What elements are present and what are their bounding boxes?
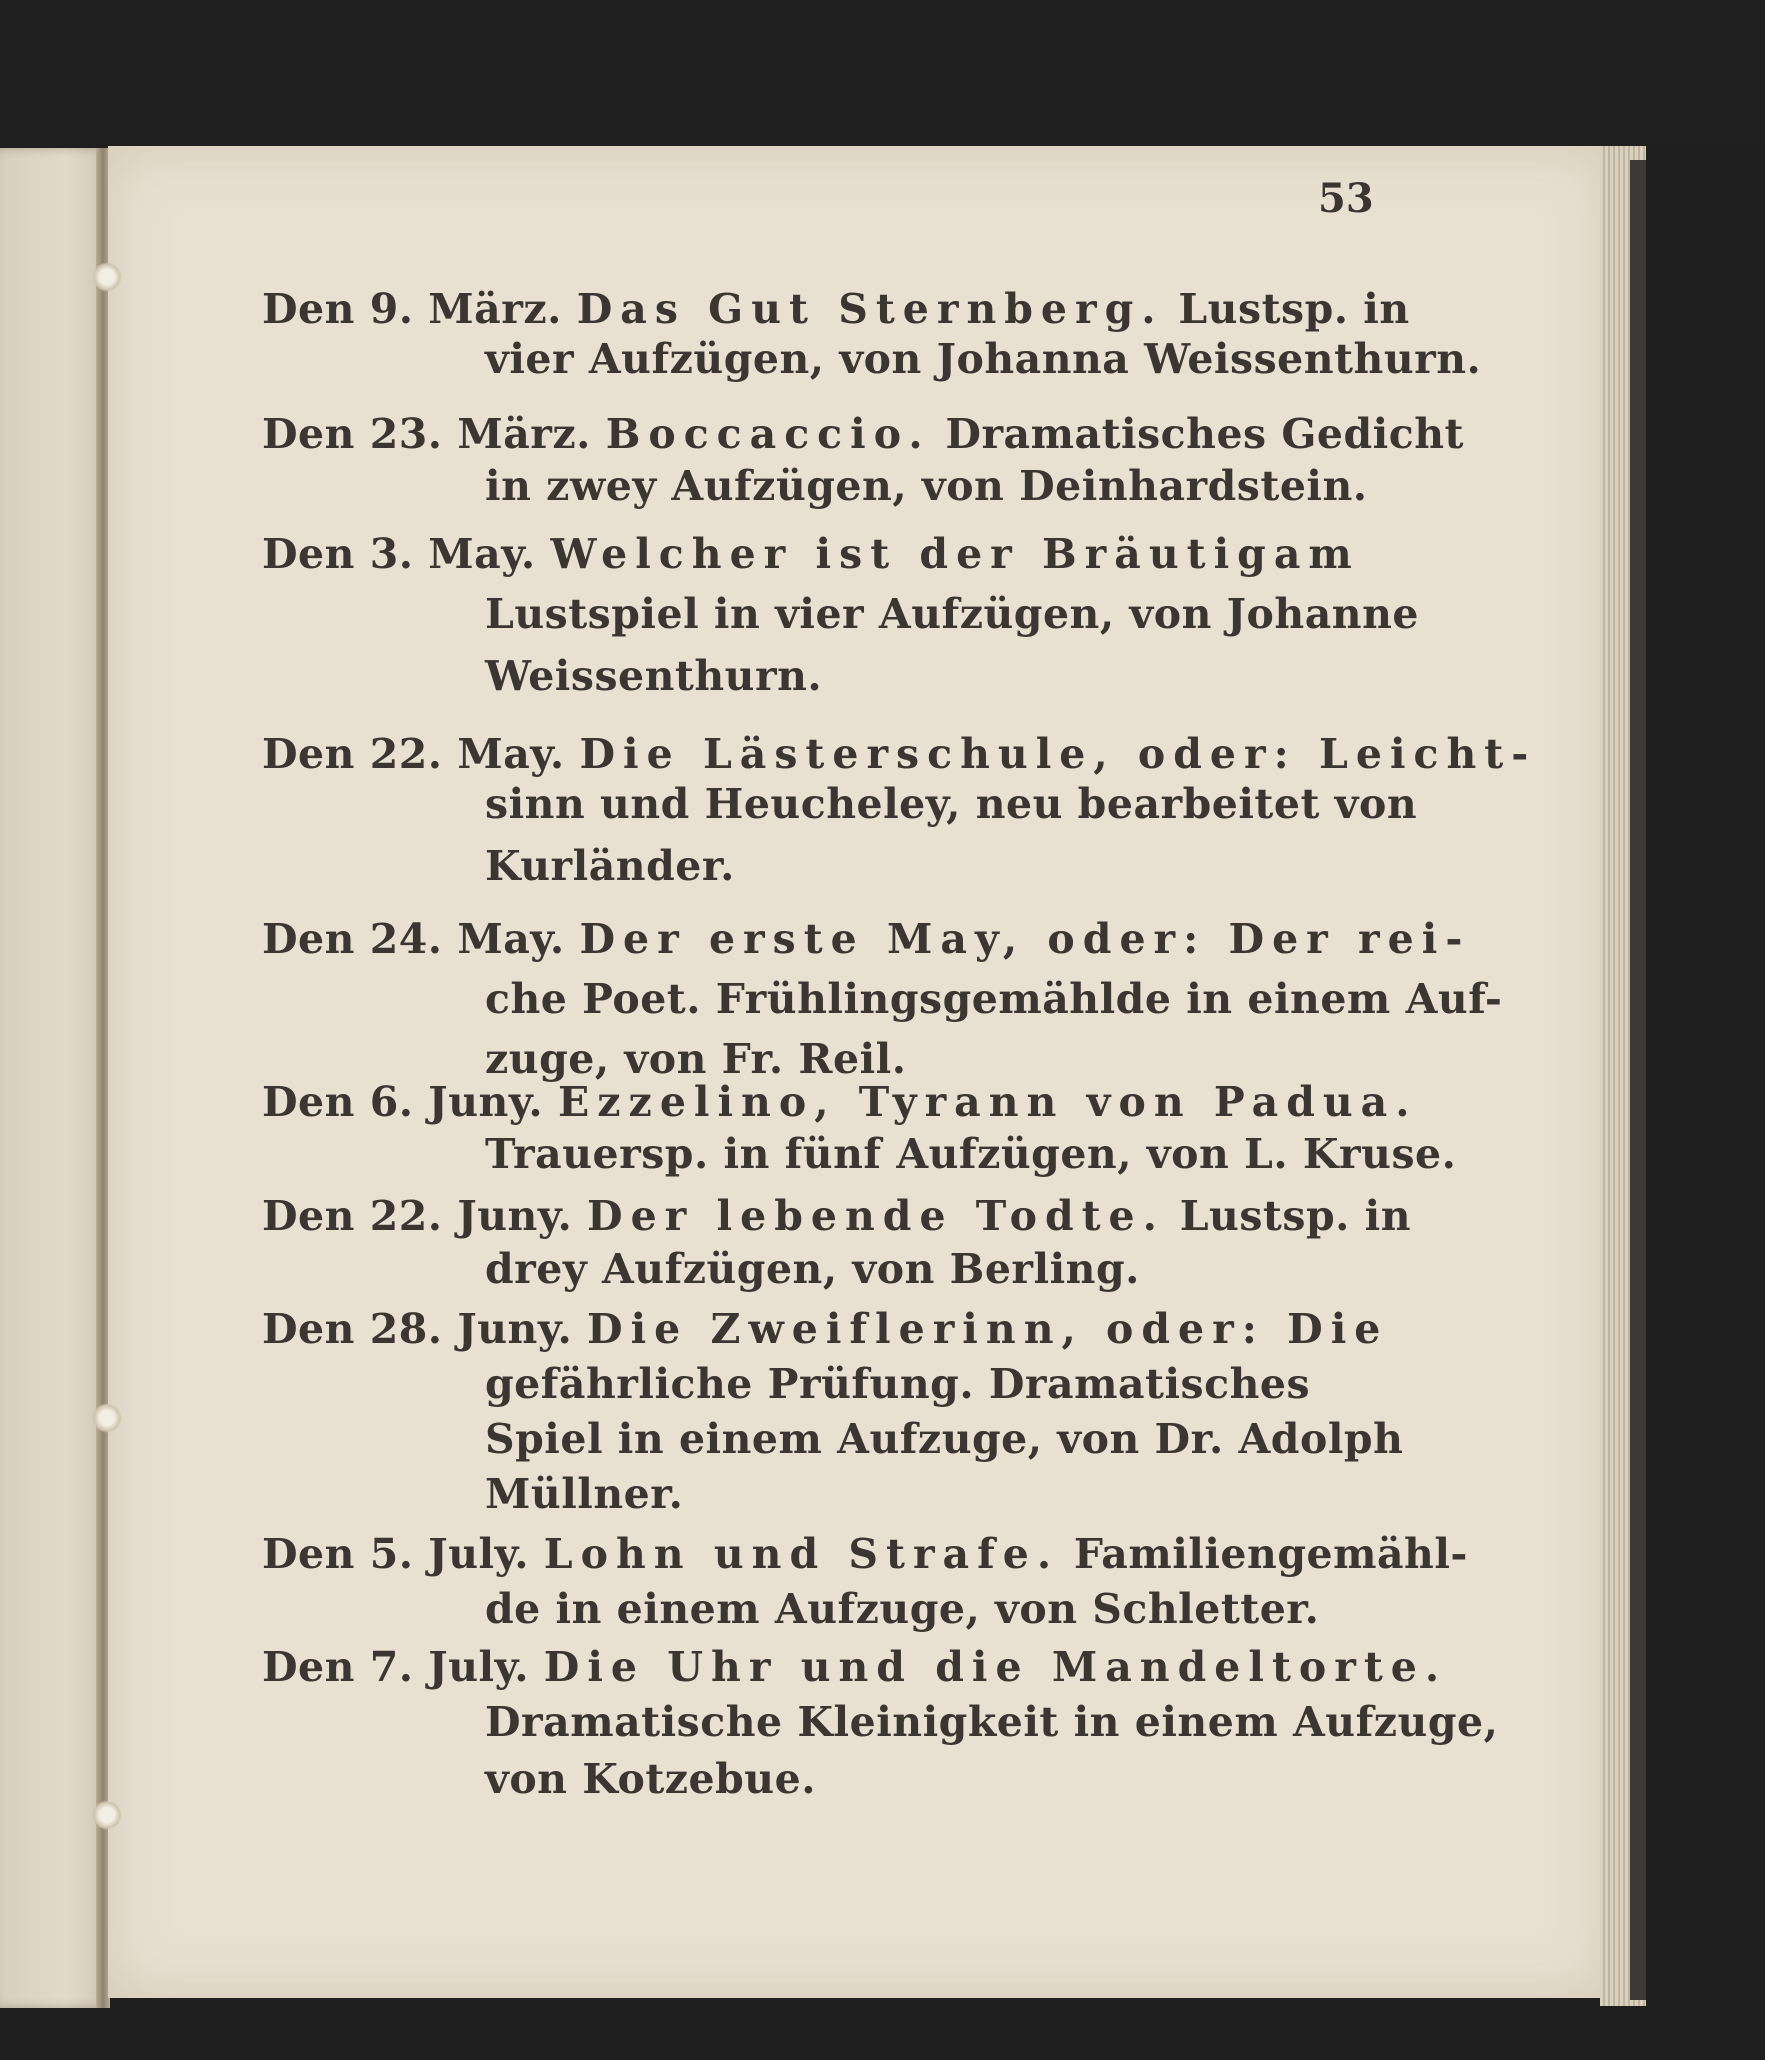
entry-date: Den 22. Juny. [262, 1192, 573, 1240]
entry-date: Den 23. März. [262, 410, 591, 458]
entry-line: sinn und Heucheley, neu bearbeitet von [485, 780, 1418, 828]
cover-edge [1630, 160, 1646, 2000]
entry-line: Müllner. [485, 1470, 684, 1518]
entry-first-line [262, 730, 1536, 778]
entry-first-line [262, 530, 1360, 578]
entry-line: Lustspiel in vier Aufzügen, von Johanne [485, 590, 1419, 638]
entry-first-line [262, 1530, 1468, 1578]
entry-genre: Familiengemähl- [1073, 1530, 1468, 1578]
entry-line: vier Aufzügen, von Johanna Weissenthurn. [485, 335, 1482, 383]
entry-line: von Kotzebue. [485, 1755, 816, 1803]
entry-first-line [262, 915, 1470, 963]
entry-line: in zwey Aufzügen, von Deinhardstein. [485, 462, 1368, 510]
entry-first-line [262, 285, 1410, 333]
entry-first-line [262, 1192, 1411, 1240]
entry-line: Weissenthurn. [485, 652, 823, 700]
background [0, 0, 1765, 145]
entry-genre: Lustsp. in [1178, 285, 1410, 333]
binding-stitch [92, 1403, 122, 1433]
entry-title: Der erste May, oder: Der rei- [579, 915, 1471, 963]
entry-date: Den 3. May. [262, 530, 536, 578]
entry-date: Den 7. July. [262, 1643, 529, 1691]
entry-first-line [262, 1078, 1418, 1126]
entry-line: Dramatische Kleinigkeit in einem Aufzuge, [485, 1698, 1499, 1746]
entry-date: Den 6. Juny. [262, 1078, 544, 1126]
entry-title: Ezzelino, Tyrann von Padua. [558, 1078, 1418, 1126]
left-page [0, 148, 110, 2008]
entry-date: Den 5. July. [262, 1530, 529, 1578]
entry-first-line [262, 1643, 1447, 1691]
entry-genre: Lustsp. in [1179, 1192, 1412, 1240]
entry-title: Welcher ist der Bräutigam [550, 530, 1360, 578]
entry-first-line [262, 1305, 1388, 1353]
entry-date: Den 28. Juny. [262, 1305, 573, 1353]
entry-date: Den 24. May. [262, 915, 565, 963]
entry-line: che Poet. Frühlingsgemählde in einem Auf- [485, 975, 1503, 1023]
page-number: 53 [1318, 175, 1374, 222]
entry-line: Kurländer. [485, 842, 735, 890]
entry-date: Den 9. März. [262, 285, 562, 333]
entry-line: Trauersp. in fünf Aufzügen, von L. Kruse. [485, 1130, 1457, 1178]
binding-stitch [92, 262, 122, 292]
entry-genre: Dramatisches Gedicht [945, 410, 1464, 458]
entry-title: Die Zweiflerinn, oder: Die [587, 1305, 1389, 1353]
entry-title: Boccaccio. [605, 410, 931, 458]
entry-line: de in einem Aufzuge, von Schletter. [485, 1585, 1320, 1633]
entry-date: Den 22. May. [262, 730, 565, 778]
entry-line: Spiel in einem Aufzuge, von Dr. Adolph [485, 1415, 1404, 1463]
entry-line: gefährliche Prüfung. Dramatisches [485, 1360, 1311, 1408]
binding-stitch [92, 1800, 122, 1830]
entry-first-line [262, 410, 1464, 458]
entry-title: Der lebende Todte. [587, 1192, 1165, 1240]
entry-title: Lohn und Strafe. [543, 1530, 1060, 1578]
entry-title: Die Lästerschule, oder: Leicht- [579, 730, 1537, 778]
entry-title: Das Gut Sternberg. [576, 285, 1164, 333]
entry-title: Die Uhr und die Mandeltorte. [543, 1643, 1448, 1691]
entry-line: zuge, von Fr. Reil. [485, 1035, 907, 1083]
entry-line: drey Aufzügen, von Berling. [485, 1245, 1140, 1293]
